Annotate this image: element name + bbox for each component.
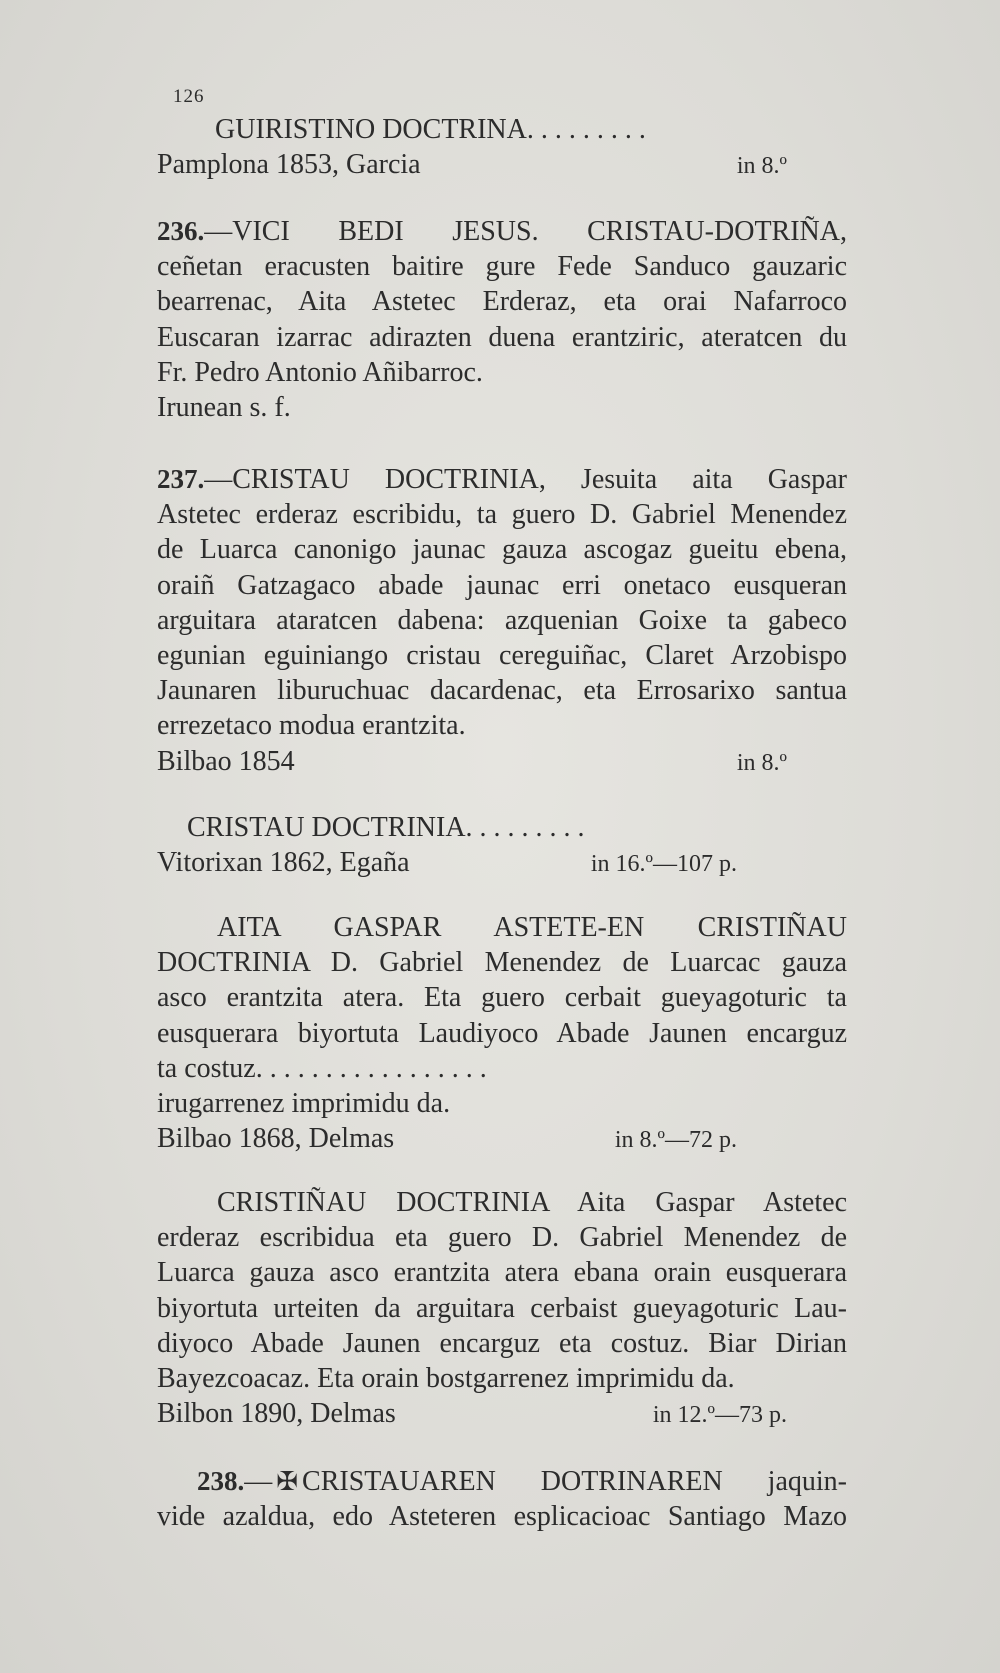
- entry-line: asco erantzita atera. Eta guero cerbait gueyagoturic ta: [157, 982, 847, 1014]
- entry-line: biyortuta urteiten da arguitara cerbaist gueyagoturic Lau-: [157, 1292, 847, 1324]
- entry-title: CRISTAUAREN DOTRINAREN jaquin-: [302, 1466, 847, 1497]
- imprint-row: [157, 147, 847, 182]
- entry-line: arguitara ataratcen dabena: azquenian Goixe ta gabeco: [157, 604, 847, 636]
- entry-line: ceñetan eracusten baitire gure Fede Sanduco gauzaric: [157, 251, 847, 283]
- imprint-row: [157, 1396, 847, 1431]
- format: in 8.º: [736, 153, 787, 180]
- entry-line: eusquerara biyortuta Laudiyoco Abade Jaunen encarguz: [157, 1017, 847, 1049]
- catalog-entry-237: [157, 462, 847, 779]
- imprint: Bilbon 1890, Delmas: [157, 1398, 396, 1430]
- catalog-entry: [157, 910, 847, 1156]
- entry-line: egunian eguiniango cristau cereguiñac, Claret Arzobispo: [157, 639, 847, 671]
- imprint: Pamplona 1853, Garcia: [157, 149, 421, 181]
- imprint: Irunean s. f.: [157, 391, 291, 423]
- entry-line: Luarca gauza asco erantzita atera ebana orain eusquerara: [157, 1257, 847, 1289]
- entry-line: Euscaran izarrac adirazten duena erantziric, ateratcen du: [157, 321, 847, 353]
- entry-title: CRISTIÑAU DOCTRINIA Aita Gaspar Astetec: [217, 1187, 847, 1218]
- imprint-row: [157, 845, 847, 880]
- format: in 8.º—72 p.: [614, 1127, 737, 1154]
- entry-number: 238.: [197, 1466, 245, 1496]
- catalog-entry: [157, 112, 847, 182]
- entry-number: 237.: [157, 464, 205, 494]
- entry-line: DOCTRINIA D. Gabriel Menendez de Luarcac gauza: [157, 947, 847, 979]
- entry-line: irugarrenez imprimidu da.: [157, 1087, 451, 1119]
- entry-title: —VICI BEDI JESUS. CRISTAU-DOTRIÑA,: [204, 216, 847, 247]
- entry-line: Jaunaren liburuchuac dacardenac, eta Errosarixo santua: [157, 675, 847, 707]
- catalog-entry: [157, 1185, 847, 1431]
- catalog-entry: [157, 810, 847, 880]
- entry-title: —CRISTAU DOCTRINIA, Jesuita aita Gaspar: [204, 464, 847, 495]
- entry-line: vide azaldua, edo Asteteren esplicacioac Santiago Mazo: [157, 1501, 847, 1533]
- entry-line: diyoco Abade Jaunen encarguz eta costuz. Biar Dirian: [157, 1327, 847, 1359]
- format: in 12.º—73 p.: [652, 1402, 787, 1429]
- entry-line: bearrenac, Aita Astetec Erderaz, eta orai Nafarroco: [157, 286, 847, 318]
- entry-line: errezetaco modua erantzita.: [157, 710, 466, 742]
- catalog-entry-236: [157, 214, 847, 425]
- entry-line: Fr. Pedro Antonio Añibarroc.: [157, 356, 483, 388]
- imprint: Bilbao 1868, Delmas: [157, 1123, 395, 1155]
- entry-title: GUIRISTINO DOCTRINA. . . . . . . . .: [215, 114, 646, 145]
- imprint-row: [157, 1121, 847, 1156]
- entry-title: AITA GASPAR ASTETE-EN CRISTIÑAU: [217, 912, 847, 943]
- cross-icon: ✠: [276, 1467, 299, 1496]
- entry-line: Astetec erderaz escribidu, ta guero D. Gabriel Menendez: [157, 499, 847, 531]
- entry-line: [157, 462, 847, 497]
- entry-line: de Luarca canonigo jaunac gauza ascogaz gueitu ebena,: [157, 534, 847, 566]
- entry-number: 236.: [157, 216, 205, 246]
- imprint-row: [157, 744, 847, 779]
- entry-line: ta costuz. . . . . . . . . . . . . . . . .: [157, 1052, 487, 1084]
- page-number: 126: [173, 86, 205, 107]
- imprint: Bilbao 1854: [157, 745, 295, 777]
- format: in 16.º—107 p.: [590, 851, 737, 878]
- entry-line: Bayezcoacaz. Eta orain bostgarrenez imprimidu da.: [157, 1362, 735, 1394]
- catalog-entry-238: [157, 1464, 847, 1534]
- format: in 8.º: [736, 749, 787, 776]
- entry-line: 238.— ✠ CRISTAUAREN DOTRINAREN jaquin-: [157, 1464, 847, 1499]
- entry-line: [157, 214, 847, 249]
- entry-title: CRISTAU DOCTRINIA. . . . . . . . .: [187, 812, 585, 843]
- entry-line: erderaz escribidua eta guero D. Gabriel Menendez de: [157, 1222, 847, 1254]
- imprint: Vitorixan 1862, Egaña: [157, 847, 410, 879]
- entry-line: oraiñ Gatzagaco abade jaunac erri onetaco eusqueran: [157, 569, 847, 601]
